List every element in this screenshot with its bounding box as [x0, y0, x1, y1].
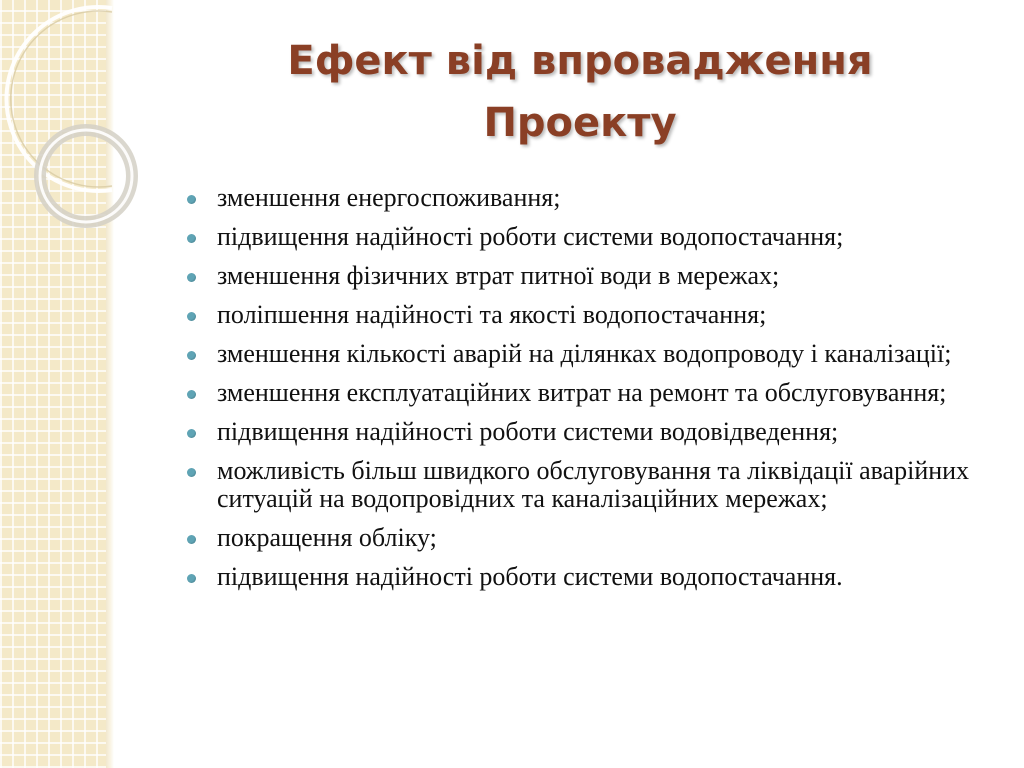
list-item — [184, 379, 994, 407]
bullet-dot-icon — [187, 468, 196, 477]
list-item-text: підвищення надійності роботи системи водовідведення; — [217, 417, 839, 446]
bullet-dot-icon — [187, 390, 196, 399]
list-item-text: підвищення надійності роботи системи водопостачання. — [217, 562, 843, 591]
list-item — [184, 340, 994, 368]
list-item-text: можливість більш швидкого обслуговування та ліквідації аварійних ситуацій на водопровідних та каналізаційних мережах; — [217, 456, 970, 513]
list-item — [184, 223, 994, 251]
list-item — [184, 184, 994, 212]
bullet-dot-icon — [187, 535, 196, 544]
list-item — [184, 457, 994, 513]
list-item — [184, 418, 994, 446]
bullet-dot-icon — [187, 234, 196, 243]
list-item-text: покращення обліку; — [217, 523, 437, 552]
list-item-text: зменшення фізичних втрат питної води в мережах; — [217, 261, 780, 290]
list-item-text: зменшення кількості аварій на ділянках водопроводу і каналізації; — [217, 339, 952, 368]
list-item — [184, 262, 994, 290]
bullet-dot-icon — [187, 574, 196, 583]
list-item-text: поліпшення надійності та якості водопостачання; — [217, 300, 767, 329]
title-line-1: Ефект від впровадження — [287, 38, 873, 84]
large-ring-arc-shadow — [11, 11, 112, 187]
bullet-dot-icon — [187, 273, 196, 282]
list-item-text: зменшення експлуатаційних витрат на ремонт та обслуговування; — [217, 378, 947, 407]
bullet-dot-icon — [187, 351, 196, 360]
bullet-dot-icon — [187, 195, 196, 204]
title-line-2: Проекту — [483, 100, 677, 146]
list-item-text: зменшення енергоспоживання; — [217, 183, 561, 212]
small-ring-highlight — [40, 130, 132, 222]
bullet-list — [184, 184, 994, 602]
bullet-dot-icon — [187, 312, 196, 321]
list-item — [184, 301, 994, 329]
bullet-dot-icon — [187, 429, 196, 438]
list-item-text: підвищення надійності роботи системи водопостачання; — [217, 222, 844, 251]
large-ring-arc — [6, 7, 112, 191]
list-item — [184, 524, 994, 552]
list-item — [184, 563, 994, 591]
slide-title — [150, 30, 1010, 154]
decorative-rings — [0, 0, 140, 260]
